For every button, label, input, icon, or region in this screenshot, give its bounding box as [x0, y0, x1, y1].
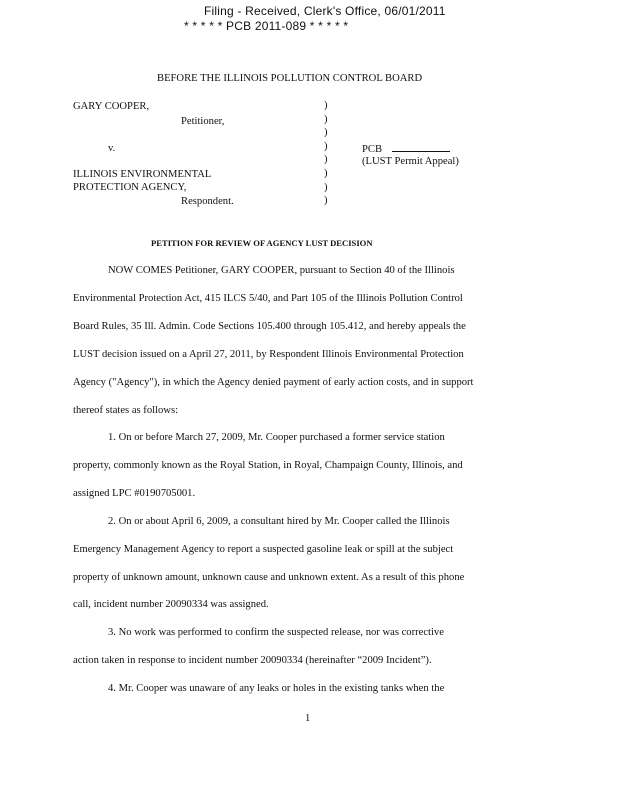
- body-line: Emergency Management Agency to report a suspected gasoline leak or spill at the subject: [73, 544, 454, 555]
- body-line: thereof states as follows:: [73, 405, 179, 416]
- versus-label: v.: [108, 143, 116, 154]
- caption-paren: ): [324, 113, 328, 125]
- caption-paren: ): [324, 140, 328, 152]
- petitioner-role: Petitioner,: [181, 116, 225, 127]
- caption-paren: ): [324, 195, 328, 207]
- body-line: property of unknown amount, unknown cause and unknown extent. As a result of this phone: [73, 572, 465, 583]
- filing-stamp-line1: Filing - Received, Clerk's Office, 06/01/2011: [204, 4, 446, 18]
- page-number: 1: [305, 713, 311, 724]
- caption-parentheses-column: [324, 99, 328, 208]
- respondent-name-line2: PROTECTION AGENCY,: [73, 182, 187, 193]
- caption-paren: ): [324, 181, 328, 193]
- body-line: 2. On or about April 6, 2009, a consultant hired by Mr. Cooper called the Illinois: [108, 516, 450, 527]
- body-line: Agency ("Agency"), in which the Agency denied payment of early action costs, and in support: [73, 377, 474, 388]
- respondent-name-line1: ILLINOIS ENVIRONMENTAL: [73, 169, 212, 180]
- body-line: Board Rules, 35 Ill. Admin. Code Sections 105.400 through 105.412, and hereby appeals the: [73, 321, 466, 332]
- board-heading: BEFORE THE ILLINOIS POLLUTION CONTROL BOARD: [157, 73, 423, 84]
- filing-stamp-line2: * * * * * PCB 2011-089 * * * * *: [184, 19, 349, 33]
- body-line: Environmental Protection Act, 415 ILCS 5/40, and Part 105 of the Illinois Pollution Control: [73, 293, 463, 304]
- petitioner-name: GARY COOPER,: [73, 101, 150, 112]
- petition-title: PETITION FOR REVIEW OF AGENCY LUST DECISION: [151, 238, 373, 248]
- body-line: call, incident number 20090334 was assigned.: [73, 599, 269, 610]
- case-label: PCB: [362, 144, 383, 155]
- case-number-field: [362, 142, 450, 155]
- caption-paren: ): [324, 154, 328, 166]
- body-line: assigned LPC #0190705001.: [73, 488, 196, 499]
- body-line: LUST decision issued on a April 27, 2011, by Respondent Illinois Environmental Protection: [73, 349, 464, 360]
- body-line: NOW COMES Petitioner, GARY COOPER, pursuant to Section 40 of the Illinois: [108, 265, 455, 276]
- body-line: action taken in response to incident number 20090334 (hereinafter “2009 Incident”).: [73, 655, 432, 666]
- case-type: (LUST Permit Appeal): [362, 156, 459, 167]
- caption-paren: ): [324, 127, 328, 139]
- case-number-blank: [392, 142, 450, 152]
- body-line: property, commonly known as the Royal Station, in Royal, Champaign County, Illinois, and: [73, 460, 463, 471]
- body-line: 1. On or before March 27, 2009, Mr. Cooper purchased a former service station: [108, 432, 445, 443]
- body-line: 4. Mr. Cooper was unaware of any leaks or holes in the existing tanks when the: [108, 683, 445, 694]
- body-line: 3. No work was performed to confirm the suspected release, nor was corrective: [108, 627, 444, 638]
- caption-paren: ): [324, 167, 328, 179]
- caption-paren: ): [324, 100, 328, 111]
- respondent-role: Respondent.: [181, 196, 234, 207]
